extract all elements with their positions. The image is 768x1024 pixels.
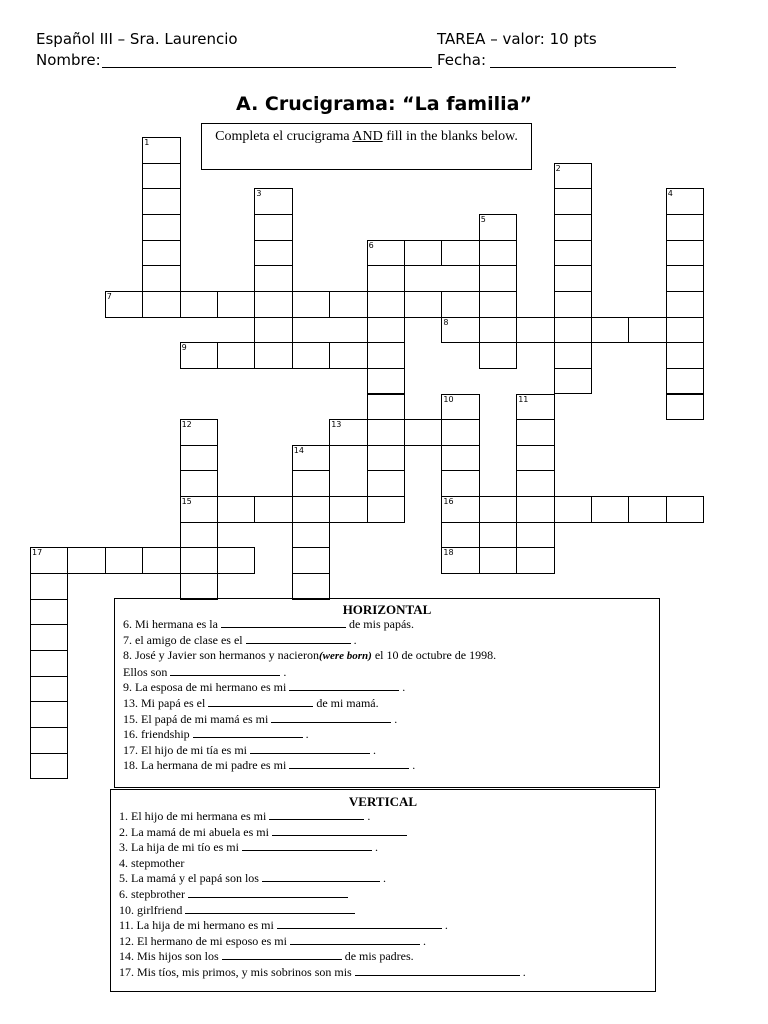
crossword-cell[interactable] — [404, 419, 442, 446]
crossword-cell[interactable] — [329, 496, 367, 523]
crossword-cell[interactable] — [628, 496, 666, 523]
clue-line — [111, 871, 655, 887]
answer-blank[interactable] — [185, 903, 355, 914]
answer-blank[interactable] — [355, 965, 520, 976]
crossword-cell[interactable] — [554, 496, 592, 523]
clue-text: 6. stepbrother — [119, 886, 185, 901]
crossword-cell[interactable] — [441, 522, 479, 549]
instructions-emphasis: AND — [352, 129, 383, 144]
vertical-heading: VERTICAL — [348, 794, 418, 809]
crossword-cell[interactable] — [666, 342, 704, 369]
clue-number: 2 — [555, 163, 561, 173]
answer-blank[interactable] — [193, 727, 303, 738]
crossword-cell[interactable] — [367, 342, 405, 369]
clue-text: 6. Mi hermana es la — [123, 617, 218, 631]
crossword-cell[interactable] — [30, 624, 68, 651]
clue-number: 7 — [106, 291, 112, 301]
clue-text: 1. El hijo de mi hermana es mi — [119, 809, 267, 823]
answer-blank[interactable] — [250, 743, 370, 754]
clue-number: 17 — [32, 548, 43, 558]
crossword-cell[interactable] — [666, 188, 704, 215]
clue-after: . — [280, 664, 287, 679]
crossword-cell[interactable] — [367, 291, 405, 318]
crossword-cell[interactable] — [516, 394, 554, 421]
clue-number: 10 — [443, 394, 454, 404]
crossword-cell[interactable] — [516, 470, 554, 497]
crossword-cell[interactable] — [180, 522, 218, 549]
crossword-cell[interactable] — [441, 317, 479, 344]
instructions-text: Completa el crucigrama — [215, 129, 353, 144]
crossword-cell[interactable] — [254, 265, 292, 292]
crossword-cell[interactable] — [367, 240, 405, 267]
clue-line — [115, 712, 659, 728]
clue-text: 14. Mis hijos son los — [119, 949, 219, 964]
crossword-cell[interactable] — [254, 240, 292, 267]
crossword-cell[interactable] — [30, 753, 68, 780]
clue-number: 11 — [518, 394, 529, 404]
crossword-cell[interactable] — [554, 342, 592, 369]
answer-blank[interactable] — [271, 712, 391, 723]
clue-after: . — [419, 933, 426, 948]
crossword-cell[interactable] — [479, 317, 517, 344]
crossword-cell[interactable] — [30, 676, 68, 703]
date-label: Fecha: — [437, 51, 487, 69]
crossword-cell[interactable] — [180, 342, 218, 369]
crossword-cell[interactable] — [441, 240, 479, 267]
clue-line — [115, 648, 659, 665]
clue-text: 9. La esposa de mi hermano es mi — [123, 680, 287, 695]
clue-line — [111, 887, 655, 903]
crossword-cell[interactable] — [254, 496, 292, 523]
clue-number: 14 — [293, 445, 304, 455]
crossword-cell[interactable] — [441, 496, 479, 523]
crossword-cell[interactable] — [292, 291, 330, 318]
answer-blank[interactable] — [246, 633, 351, 644]
clue-number: 3 — [256, 189, 262, 199]
crossword-cell[interactable] — [441, 547, 479, 574]
crossword-cell[interactable] — [666, 368, 704, 395]
clue-number: 6 — [368, 240, 374, 250]
crossword-cell[interactable] — [666, 214, 704, 241]
answer-blank[interactable] — [290, 934, 420, 945]
clue-text: 12. El hermano de mi esposo es mi — [119, 933, 287, 948]
crossword-cell[interactable] — [441, 445, 479, 472]
clue-text: 17. Mis tíos, mis primos, y mis sobrinos son mis — [119, 964, 352, 979]
vertical-clue-list — [111, 809, 655, 981]
crossword-cell[interactable] — [217, 496, 255, 523]
crossword-cell[interactable] — [180, 496, 218, 523]
crossword-cell[interactable] — [292, 342, 330, 369]
crossword-cell[interactable] — [554, 240, 592, 267]
clue-text: 15. El papá de mi mamá es mi — [123, 711, 269, 726]
crossword-cell[interactable] — [591, 496, 629, 523]
crossword-cell[interactable] — [254, 317, 292, 344]
horizontal-clue-list — [115, 617, 659, 774]
crossword-cell[interactable] — [292, 573, 330, 600]
answer-blank[interactable] — [242, 840, 372, 851]
clue-line — [111, 918, 655, 934]
crossword-cell[interactable] — [292, 496, 330, 523]
crossword-cell[interactable] — [479, 291, 517, 318]
clue-text: 4. stepmother — [119, 855, 185, 870]
assignment-label: TAREA – valor: 10 pts — [437, 30, 597, 48]
clue-text: Ellos son — [123, 664, 168, 679]
crossword-cell[interactable] — [554, 317, 592, 344]
crossword-cell[interactable] — [554, 368, 592, 395]
clue-italic: (were born) — [318, 650, 372, 663]
crossword-cell[interactable] — [329, 419, 367, 446]
crossword-cell[interactable] — [666, 394, 704, 421]
crossword-cell[interactable] — [404, 291, 442, 318]
clue-after: . — [369, 742, 376, 757]
clue-after: . — [391, 711, 398, 726]
name-label: Nombre: — [36, 51, 101, 69]
clue-line — [115, 617, 659, 633]
crossword-cell[interactable] — [142, 265, 180, 292]
crossword-cell[interactable] — [367, 419, 405, 446]
crossword-cell[interactable] — [180, 445, 218, 472]
answer-blank[interactable] — [277, 918, 442, 929]
crossword-cell[interactable] — [479, 496, 517, 523]
crossword-cell[interactable] — [105, 291, 143, 318]
clue-text: 3. La hija de mi tío es mi — [119, 840, 239, 855]
crossword-cell[interactable] — [329, 291, 367, 318]
crossword-cell[interactable] — [479, 240, 517, 267]
crossword-cell[interactable] — [516, 419, 554, 446]
answer-blank[interactable] — [222, 949, 342, 960]
crossword-cell[interactable] — [516, 522, 554, 549]
crossword-cell[interactable] — [367, 368, 405, 395]
crossword-cell[interactable] — [30, 599, 68, 626]
crossword-cell[interactable] — [479, 547, 517, 574]
clue-text: 5. La mamá y el papá son los — [119, 871, 259, 886]
crossword-cell[interactable] — [666, 240, 704, 267]
crossword-cell[interactable] — [142, 291, 180, 318]
clue-after: . — [302, 727, 309, 742]
crossword-cell[interactable] — [554, 291, 592, 318]
clue-after: el 10 de octubre de 1998. — [371, 648, 497, 663]
answer-blank[interactable] — [289, 758, 409, 769]
clue-number: 15 — [181, 497, 192, 507]
clue-number: 12 — [181, 420, 192, 430]
clue-text: 11. La hija de mi hermano es mi — [119, 918, 274, 933]
crossword-cell[interactable] — [254, 188, 292, 215]
answer-blank[interactable] — [262, 871, 380, 882]
clue-line — [115, 680, 659, 696]
crossword-cell[interactable] — [217, 547, 255, 574]
vertical-clues-box — [110, 789, 656, 992]
clue-after: . — [519, 964, 526, 979]
crossword-cell[interactable] — [180, 573, 218, 600]
crossword-cell[interactable] — [666, 265, 704, 292]
clue-after: . — [350, 632, 357, 647]
crossword-cell[interactable] — [367, 317, 405, 344]
crossword-cell[interactable] — [516, 317, 554, 344]
crossword-cell[interactable] — [142, 547, 180, 574]
answer-blank[interactable] — [221, 617, 346, 628]
crossword-cell[interactable] — [367, 496, 405, 523]
crossword-cell[interactable] — [367, 394, 405, 421]
crossword-cell[interactable] — [254, 342, 292, 369]
clue-number: 8 — [443, 317, 449, 327]
crossword-cell[interactable] — [479, 342, 517, 369]
crossword-cell[interactable] — [554, 214, 592, 241]
answer-blank[interactable] — [269, 809, 364, 820]
clue-after: . — [409, 758, 416, 773]
crossword-cell[interactable] — [367, 470, 405, 497]
clue-line — [111, 934, 655, 950]
clue-number: 16 — [443, 497, 454, 507]
crossword-cell[interactable] — [180, 419, 218, 446]
crossword-cell[interactable] — [554, 265, 592, 292]
crossword-cell[interactable] — [628, 317, 666, 344]
crossword-cell[interactable] — [217, 291, 255, 318]
clue-number: 5 — [480, 214, 486, 224]
crossword-cell[interactable] — [479, 214, 517, 241]
clue-text: 7. el amigo de clase es el — [123, 632, 243, 647]
answer-blank[interactable] — [170, 665, 280, 676]
clue-after: . — [441, 918, 448, 933]
clue-line — [115, 665, 659, 681]
answer-blank[interactable] — [272, 825, 407, 836]
clue-line — [115, 696, 659, 712]
crossword-cell[interactable] — [67, 547, 105, 574]
crossword-cell[interactable] — [217, 342, 255, 369]
clue-line — [111, 840, 655, 856]
clue-number: 18 — [443, 548, 454, 558]
crossword-cell[interactable] — [404, 240, 442, 267]
clue-line — [115, 633, 659, 649]
clue-after: de mi mamá. — [313, 695, 379, 710]
clue-after: de mis padres. — [341, 949, 414, 964]
crossword-cell[interactable] — [292, 522, 330, 549]
clue-after: de mis papás. — [345, 617, 414, 631]
crossword-cell[interactable] — [142, 137, 180, 164]
clue-number: 4 — [667, 189, 673, 199]
clue-text: 18. La hermana de mi padre es mi — [123, 758, 287, 773]
crossword-cell[interactable] — [441, 470, 479, 497]
clue-line — [111, 903, 655, 919]
clue-number: 1 — [144, 138, 150, 147]
crossword-cell[interactable] — [142, 163, 180, 190]
clue-after: . — [399, 680, 406, 695]
clue-line — [115, 743, 659, 759]
clue-line — [111, 856, 655, 872]
crossword-cell[interactable] — [292, 470, 330, 497]
clue-line — [115, 727, 659, 743]
clue-text: 16. friendship — [123, 727, 190, 742]
crossword-cell[interactable] — [367, 265, 405, 292]
answer-blank[interactable] — [208, 696, 313, 707]
crossword-cell[interactable] — [142, 214, 180, 241]
page-title: A. Crucigrama: “La familia” — [236, 93, 532, 115]
crossword-cell[interactable] — [292, 445, 330, 472]
crossword-cell[interactable] — [516, 547, 554, 574]
answer-blank[interactable] — [289, 680, 399, 691]
clue-line — [111, 965, 655, 981]
clue-number: 9 — [181, 343, 187, 353]
crossword-cell[interactable] — [142, 240, 180, 267]
answer-blank[interactable] — [188, 887, 348, 898]
crossword-cell[interactable] — [591, 317, 629, 344]
clue-after: . — [371, 840, 378, 855]
clue-after: . — [379, 871, 386, 886]
crossword-cell[interactable] — [367, 445, 405, 472]
crossword-cell[interactable] — [441, 291, 479, 318]
instructions-text-end: fill in the blanks below. — [382, 129, 518, 144]
clue-text: 10. girlfriend — [119, 902, 183, 917]
clue-text: 13. Mi papá es el — [123, 695, 206, 710]
horizontal-heading: HORIZONTAL — [342, 602, 432, 617]
crossword-cell[interactable] — [30, 727, 68, 754]
clue-line — [111, 949, 655, 965]
crossword-cell[interactable] — [479, 265, 517, 292]
crossword-cell[interactable] — [180, 291, 218, 318]
clue-text: 17. El hijo de mi tía es mi — [123, 742, 247, 757]
clue-text: 8. José y Javier son hermanos y nacieron — [123, 648, 319, 663]
crossword-cell[interactable] — [254, 291, 292, 318]
crossword-cell[interactable] — [105, 547, 143, 574]
clue-line — [111, 825, 655, 841]
clue-text: 2. La mamá de mi abuela es mi — [119, 824, 269, 839]
crossword-cell[interactable] — [142, 188, 180, 215]
crossword-cell[interactable] — [441, 394, 479, 421]
crossword-cell[interactable] — [516, 445, 554, 472]
clue-after: . — [364, 809, 371, 823]
crossword-cell[interactable] — [554, 163, 592, 190]
crossword-cell[interactable] — [329, 342, 367, 369]
clue-line — [111, 809, 655, 825]
course-label: Español III – Sra. Laurencio — [36, 30, 238, 48]
crossword-cell[interactable] — [30, 573, 68, 600]
horizontal-clues-box — [114, 598, 660, 788]
crossword-cell[interactable] — [516, 496, 554, 523]
crossword-cell[interactable] — [292, 547, 330, 574]
crossword-cell[interactable] — [666, 317, 704, 344]
crossword-cell[interactable] — [441, 419, 479, 446]
clue-number: 13 — [331, 420, 342, 430]
crossword-cell[interactable] — [30, 547, 68, 574]
crossword-cell[interactable] — [180, 547, 218, 574]
crossword-cell[interactable] — [30, 701, 68, 728]
crossword-cell[interactable] — [180, 470, 218, 497]
crossword-cell[interactable] — [554, 188, 592, 215]
clue-line — [115, 758, 659, 774]
crossword-cell[interactable] — [30, 650, 68, 677]
crossword-cell[interactable] — [666, 291, 704, 318]
crossword-cell[interactable] — [254, 214, 292, 241]
crossword-cell[interactable] — [666, 496, 704, 523]
